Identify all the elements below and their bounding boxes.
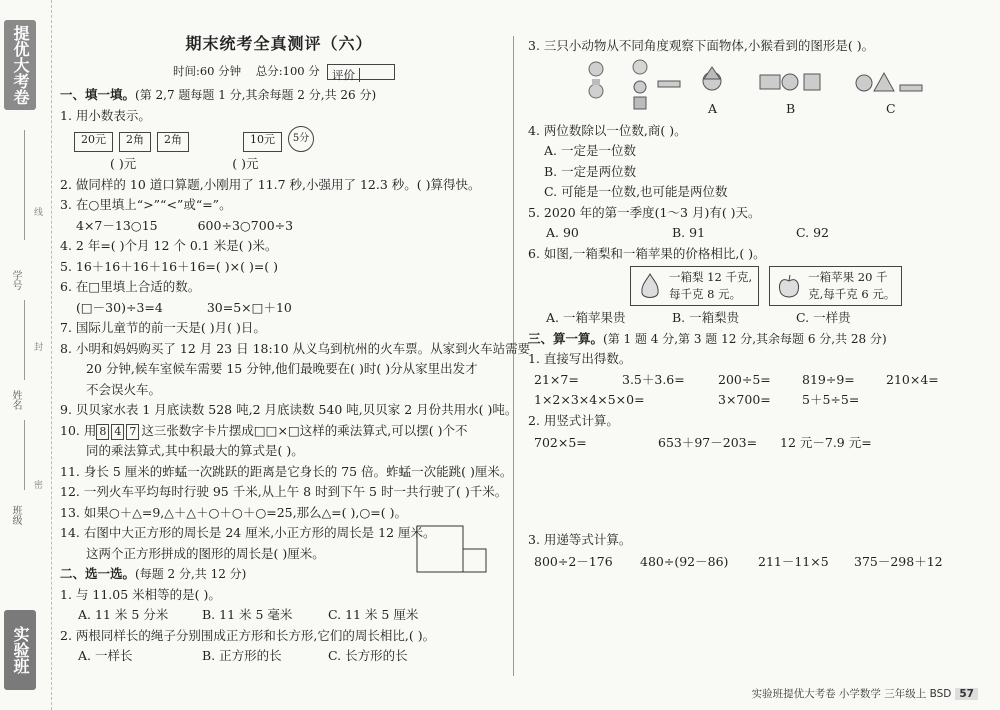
digit-card: 8 bbox=[96, 424, 109, 440]
calc-item[interactable]: 653＋97－203= bbox=[658, 435, 758, 450]
section-2-heading: 二、选一选。(每题 2 分,共 12 分) bbox=[60, 566, 247, 581]
brand-logo-top: 提优大考卷 bbox=[4, 20, 36, 110]
option[interactable]: A. 90 bbox=[546, 225, 579, 240]
left-column bbox=[60, 34, 531, 667]
question: 6. 如图,一箱梨和一箱苹果的价格相比,( )。 bbox=[528, 245, 766, 261]
question: 9. 贝贝家水表 1 月底读数 528 吨,2 月底读数 540 吨,贝贝家 2 月份共用水( )吨。 bbox=[60, 402, 518, 417]
calc-item[interactable]: 800÷2－176 bbox=[534, 554, 613, 569]
digit-card: 4 bbox=[111, 424, 124, 440]
option-label[interactable]: B bbox=[786, 100, 796, 116]
option[interactable]: A. 11 米 5 分米 bbox=[78, 607, 169, 622]
question: 2. 做同样的 10 道口算题,小刚用了 11.7 秒,小强用了 12.3 秒。( )算得快。 bbox=[60, 176, 481, 192]
answer-line[interactable]: ( )元 ( )元 bbox=[110, 156, 259, 171]
page-number: 57 bbox=[955, 688, 978, 700]
money-card: 10元 bbox=[243, 132, 282, 152]
question: 10. 用 8 4 7 这三张数字卡片摆成□□×□这样的乘法算式,可以摆( )个不 bbox=[60, 422, 468, 438]
mental-math-row bbox=[528, 370, 978, 391]
question: 12. 一列火车平均每时行驶 95 千米,从上午 8 时到下午 5 时一共行驶了( )千米。 bbox=[60, 484, 508, 499]
digit-card: 7 bbox=[126, 424, 139, 440]
options bbox=[528, 223, 978, 244]
question: 8. 小明和妈妈购买了 12 月 23 日 18:10 从义乌到杭州的火车票。从家到火车站需要 bbox=[60, 340, 531, 356]
money-card: 2角 bbox=[119, 132, 151, 152]
calc-item[interactable]: 211－11×5 bbox=[758, 554, 829, 569]
calc-item[interactable]: 819÷9= bbox=[802, 371, 855, 387]
question: 3. 在○里填上“>”“<”或“=”。 bbox=[60, 197, 232, 212]
question-14: 14. 右图中大正方形的周长是 24 厘米,小正方形的周长是 12 厘米。 这两个正方形拼成的图形的周长是( )厘米。 bbox=[60, 523, 508, 564]
option[interactable]: C. 长方形的长 bbox=[328, 648, 408, 663]
option[interactable]: A. 一样长 bbox=[78, 648, 133, 663]
question-items[interactable]: 4×7－13○15 600÷3○700÷3 bbox=[76, 217, 294, 233]
coin-icon: 5分 bbox=[288, 126, 314, 152]
question: 同的乘法算式,其中积最大的算式是( )。 bbox=[86, 443, 304, 458]
question: 7. 国际儿童节的前一天是( )月( )日。 bbox=[60, 320, 266, 335]
step-calc-row bbox=[528, 552, 978, 573]
question: 20 分钟,候车室候车需要 15 分钟,他们最晚要在( )时( )分从家里出发才 bbox=[86, 361, 478, 376]
calc-item[interactable]: 375－298＋12 bbox=[854, 554, 943, 569]
question-items[interactable]: (□－30)÷3=4 30=5×□＋10 bbox=[76, 299, 292, 315]
option[interactable]: C. 11 米 5 厘米 bbox=[328, 607, 419, 622]
question: 5. 16＋16＋16＋16＋16=( )×( )=( ) bbox=[60, 258, 279, 274]
calc-item[interactable]: 21×7= bbox=[534, 371, 579, 387]
option[interactable]: A. 一箱苹果贵 bbox=[546, 310, 626, 325]
question: 4. 两位数除以一位数,商( )。 bbox=[528, 122, 687, 138]
price-cards bbox=[630, 266, 978, 306]
footer-text: 实验班提优大考卷 小学数学 三年级上 BSD bbox=[751, 688, 952, 700]
section-3-heading: 三、算一算。(第 1 题 4 分,第 3 题 12 分,其余每题 6 分,共 28 分) bbox=[528, 330, 887, 346]
pear-icon bbox=[637, 271, 663, 301]
pear-card: 一箱梨 12 千克, 每千克 8 元。 bbox=[630, 266, 759, 306]
question: 1. 直接写出得数。 bbox=[528, 351, 632, 366]
question: 6. 在□里填上合适的数。 bbox=[60, 279, 201, 294]
question: 5. 2020 年的第一季度(1～3 月)有( )天。 bbox=[528, 204, 761, 220]
views-figure bbox=[528, 57, 978, 121]
apple-icon bbox=[776, 271, 802, 301]
option[interactable]: B. 一定是两位数 bbox=[544, 163, 637, 179]
question: 4. 2 年=( )个月 12 个 0.1 米是( )米。 bbox=[60, 238, 278, 253]
calc-item[interactable]: 480÷(92－86) bbox=[640, 554, 729, 569]
class-label: 班级 bbox=[10, 505, 21, 525]
option[interactable]: B. 一箱梨贵 bbox=[672, 310, 740, 325]
calc-item[interactable]: 5＋5÷5= bbox=[802, 392, 860, 407]
option[interactable]: C. 一样贵 bbox=[796, 310, 851, 325]
calc-item[interactable]: 1×2×3×4×5×0= bbox=[534, 392, 645, 407]
calc-item[interactable]: 12 元－7.9 元= bbox=[780, 435, 872, 450]
option[interactable]: C. 可能是一位数,也可能是两位数 bbox=[544, 184, 728, 199]
options bbox=[528, 308, 978, 329]
money-card: 2角 bbox=[157, 132, 189, 152]
exam-info: 时间:60 分钟 总分:100 分 评价 bbox=[60, 61, 508, 82]
vertical-calc-row bbox=[528, 433, 978, 454]
calc-item[interactable]: 702×5= bbox=[534, 435, 587, 450]
apple-card: 一箱苹果 20 千 克,每千克 6 元。 bbox=[769, 266, 902, 306]
calc-item[interactable]: 3×700= bbox=[718, 392, 771, 407]
brand-logo-bottom: 实验班 bbox=[4, 610, 36, 690]
page-footer bbox=[752, 686, 978, 701]
question: 3. 用递等式计算。 bbox=[528, 531, 632, 547]
option-label[interactable]: A bbox=[708, 100, 718, 116]
question: 11. 身长 5 厘米的蚱蜢一次跳跃的距离是它身长的 75 倍。蚱蜢一次能跳( )厘米。 bbox=[60, 463, 513, 479]
page-title: 期末统考全真测评（六） bbox=[185, 34, 373, 53]
money-card: 20元 bbox=[74, 132, 113, 152]
question: 1. 用小数表示。 bbox=[60, 107, 151, 123]
right-column bbox=[528, 36, 978, 573]
animals-views-illustration bbox=[528, 57, 978, 121]
squares-figure bbox=[416, 525, 492, 575]
options bbox=[60, 646, 508, 667]
calc-item[interactable]: 3.5＋3.6= bbox=[622, 371, 685, 387]
question: 2. 用竖式计算。 bbox=[528, 412, 619, 428]
question: 3. 三只小动物从不同角度观察下面物体,小猴看到的图形是( )。 bbox=[528, 38, 875, 53]
question: 1. 与 11.05 米相等的是( )。 bbox=[60, 586, 221, 602]
column-divider bbox=[513, 36, 514, 676]
calc-item[interactable]: 210×4= bbox=[886, 371, 939, 387]
mental-math-row bbox=[528, 390, 978, 411]
binding-strip: 提优大考卷 学号 姓名 班级 线 封 密 实验班 bbox=[0, 0, 52, 710]
option[interactable]: B. 11 米 5 毫米 bbox=[202, 607, 293, 622]
calc-item[interactable]: 200÷5= bbox=[718, 371, 771, 387]
money-figures bbox=[74, 132, 508, 152]
option[interactable]: B. 91 bbox=[672, 225, 706, 240]
question: 不会误火车。 bbox=[86, 381, 162, 397]
student-id-label: 学号 bbox=[10, 270, 21, 290]
option-label[interactable]: C bbox=[886, 100, 896, 116]
options bbox=[60, 605, 508, 626]
option[interactable]: C. 92 bbox=[796, 225, 829, 240]
student-name-label: 姓名 bbox=[10, 390, 21, 410]
score-box[interactable]: 评价 bbox=[327, 64, 395, 80]
work-space[interactable] bbox=[528, 454, 978, 530]
option[interactable]: B. 正方形的长 bbox=[202, 648, 282, 663]
question: 13. 如果○＋△=9,△＋△＋○＋○＋○=25,那么△=( ),○=( )。 bbox=[60, 504, 407, 520]
option[interactable]: A. 一定是一位数 bbox=[544, 143, 636, 158]
question: 2. 两根同样长的绳子分别围成正方形和长方形,它们的周长相比,( )。 bbox=[60, 627, 436, 643]
section-1-heading: 一、填一填。(第 2,7 题每题 1 分,其余每题 2 分,共 26 分) bbox=[60, 87, 377, 102]
